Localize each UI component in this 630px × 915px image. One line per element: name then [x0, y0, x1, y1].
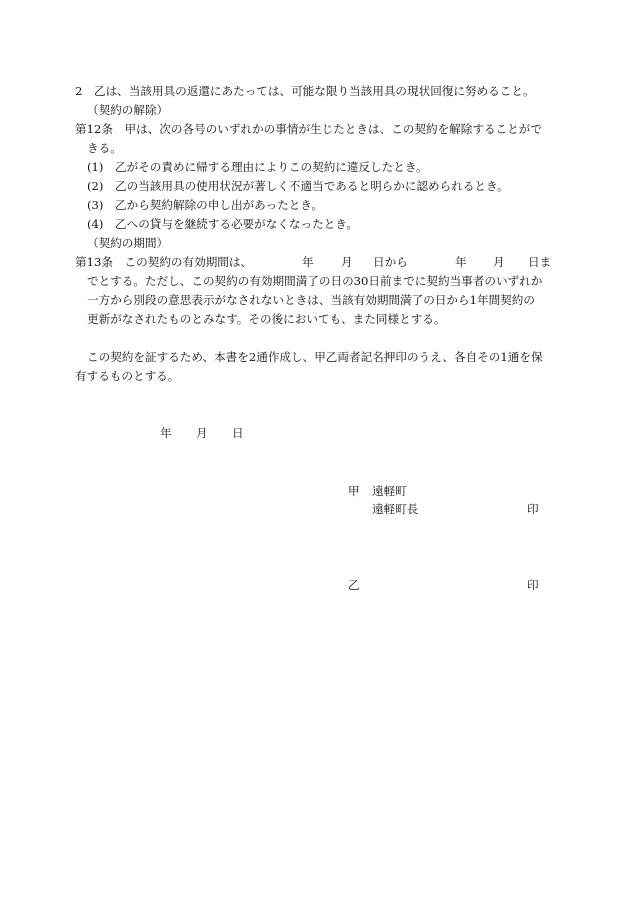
article13-year-end: 年	[455, 255, 467, 269]
article12-item: (4) 乙への貸与を継続する必要がなくなったとき。	[87, 217, 359, 231]
heading-cancellation: （契約の解除）	[87, 103, 169, 117]
article13-month-start: 月	[341, 255, 353, 269]
article13-label: 第13条 この契約の有効期間は、	[75, 255, 253, 269]
article12-item: (1) 乙がその責めに帰する理由によりこの契約に違反したとき。	[87, 160, 428, 174]
article13-year-start: 年	[302, 255, 314, 269]
clause11-item2: 2 乙は、当該用具の返還にあたっては、可能な限り当該用具の現状回復に努めること。	[75, 84, 535, 98]
article13-month-end: 月	[493, 255, 505, 269]
article13-line2: でとする。ただし、この契約の有効期間満了の日の30日前までに契約当事者のいずれか	[87, 274, 543, 288]
witness-line1: この契約を証するため、本書を2通作成し、甲乙両者記名押印のうえ、各自その1通を保	[87, 350, 543, 364]
signature-day: 日	[232, 426, 244, 440]
signature-year: 年	[160, 426, 172, 440]
article12-line2: きる。	[87, 141, 122, 155]
article13-line4: 更新がなされたものとみなす。その後においても、また同様とする。	[87, 312, 446, 326]
witness-line2: 有するものとする。	[75, 369, 180, 383]
article12-item: (3) 乙から契約解除の申し出があったとき。	[87, 198, 324, 212]
article12-line1: 第12条 甲は、次の各号のいずれかの事情が生じたときは、この契約を解除することがで	[75, 122, 542, 136]
party-b-label: 乙	[348, 578, 360, 592]
party-a-seal-mark: 印	[527, 502, 539, 516]
party-b-seal-mark: 印	[527, 578, 539, 592]
article13-line3: 一方から別段の意思表示がなされないときは、当該有効期間満了の日から1年間契約の	[87, 293, 535, 307]
article13-day-end: 日ま	[528, 255, 552, 269]
article13-day-start: 日から	[373, 255, 408, 269]
signature-month: 月	[196, 426, 208, 440]
party-a-label: 甲	[348, 484, 360, 498]
party-a-title: 遠軽町長	[372, 502, 419, 516]
article12-item: (2) 乙の当該用具の使用状況が著しく不適当であると明らかに認められるとき。	[87, 179, 509, 193]
heading-period: （契約の期間）	[87, 236, 169, 250]
party-a-name: 遠軽町	[372, 484, 407, 498]
